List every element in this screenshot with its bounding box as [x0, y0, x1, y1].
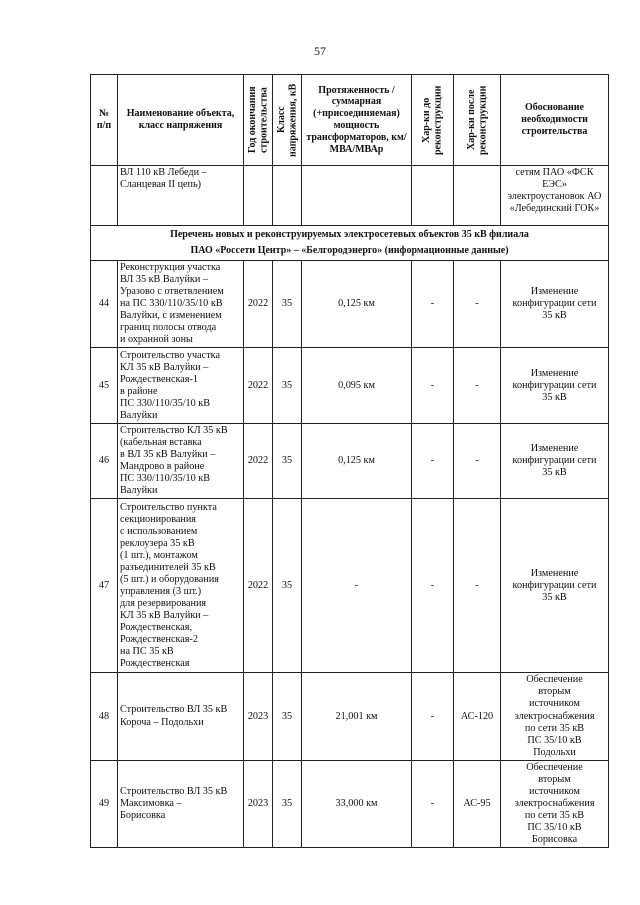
- cell-reason: Изменение конфигурации сети 35 кВ: [501, 499, 609, 673]
- cell-name: Строительство пункта секционирования с использованием реклоузера 35 кВ (1 шт.), монтажом разъединителей 35 кВ (5 шт.) и оборудования управления (3 шт.) для резервирования КЛ 35 кВ Валуйки – Рождественская, Рождественская-2 на ПС 35 кВ Рождественская: [118, 499, 244, 673]
- cell-year: 2022: [244, 261, 273, 348]
- cell-after: АС-120: [454, 673, 501, 760]
- cell-year: 2022: [244, 499, 273, 673]
- cell-length: 0,095 км: [302, 348, 412, 424]
- objects-table: [90, 74, 609, 848]
- header-length: Протяженность / суммарная (+присоединяемая) мощность трансформаторов, км/МВА/МВАр: [302, 75, 412, 166]
- header-voltage: Класс напряжения, кВ: [273, 75, 302, 166]
- table-row: [91, 499, 609, 673]
- cell-name: Строительство КЛ 35 кВ (кабельная вставка в ВЛ 35 кВ Валуйки – Мандрово в районе ПС 330/110/35/10 кВ Валуйки: [118, 424, 244, 499]
- page-number: 57: [314, 44, 326, 58]
- cell-num: 47: [91, 499, 118, 673]
- cell-length: [302, 166, 412, 226]
- cell-before: -: [412, 673, 454, 760]
- cell-reason: сетям ПАО «ФСК ЕЭС» электроустановок АО «Лебединский ГОК»: [501, 166, 609, 226]
- cell-num: 45: [91, 348, 118, 424]
- cell-voltage: [273, 166, 302, 226]
- cell-before: -: [412, 424, 454, 499]
- cell-name: Реконструкция участка ВЛ 35 кВ Валуйки – Уразово с ответвлением на ПС 330/110/35/10 кВ Валуйки, с изменением границ полосы отвода и охранной зоны: [118, 261, 244, 348]
- cell-num: 46: [91, 424, 118, 499]
- table-row: [91, 261, 609, 348]
- cell-year: 2023: [244, 673, 273, 760]
- cell-num: 48: [91, 673, 118, 760]
- cell-reason: Изменение конфигурации сети 35 кВ: [501, 261, 609, 348]
- section-title-row: [91, 226, 609, 261]
- cell-name: Строительство участка КЛ 35 кВ Валуйки – Рождественская-1 в районе ПС 330/110/35/10 кВ Валуйки: [118, 348, 244, 424]
- cell-length: 0,125 км: [302, 261, 412, 348]
- cell-after: -: [454, 499, 501, 673]
- cell-after: [454, 166, 501, 226]
- table-row: [91, 673, 609, 760]
- cell-after: -: [454, 261, 501, 348]
- cell-num: [91, 166, 118, 226]
- cell-before: [412, 166, 454, 226]
- cell-voltage: 35: [273, 499, 302, 673]
- cell-length: -: [302, 499, 412, 673]
- header-after: Хар-ки после реконструкции: [454, 75, 501, 166]
- cell-reason: Изменение конфигурации сети 35 кВ: [501, 424, 609, 499]
- cell-year: 2023: [244, 760, 273, 847]
- cell-length: 21,001 км: [302, 673, 412, 760]
- cell-name: Строительство ВЛ 35 кВ Максимовка – Борисовка: [118, 760, 244, 847]
- cell-voltage: 35: [273, 673, 302, 760]
- cell-name: ВЛ 110 кВ Лебеди – Сланцевая II цепь): [118, 166, 244, 226]
- header-num: № п/п: [91, 75, 118, 166]
- cell-voltage: 35: [273, 261, 302, 348]
- cell-length: 33,000 км: [302, 760, 412, 847]
- cell-after: -: [454, 424, 501, 499]
- cell-year: [244, 166, 273, 226]
- cell-reason: Изменение конфигурации сети 35 кВ: [501, 348, 609, 424]
- section-title-line-1: Перечень новых и реконструируемых электросетевых объектов 35 кВ филиала: [170, 229, 529, 240]
- cell-length: 0,125 км: [302, 424, 412, 499]
- cell-voltage: 35: [273, 348, 302, 424]
- table-row: [91, 424, 609, 499]
- cell-reason: Обеспечение вторым источником электроснабжения по сети 35 кВ ПС 35/10 кВ Подольхи: [501, 673, 609, 760]
- table-row: [91, 348, 609, 424]
- header-year: Год окончания строительства: [244, 75, 273, 166]
- cell-reason: Обеспечение вторым источником электроснабжения по сети 35 кВ ПС 35/10 кВ Борисовка: [501, 760, 609, 847]
- cell-name: Строительство ВЛ 35 кВ Короча – Подольхи: [118, 673, 244, 760]
- cell-num: 49: [91, 760, 118, 847]
- header-name: Наименование объекта, класс напряжения: [118, 75, 244, 166]
- cell-num: 44: [91, 261, 118, 348]
- table-row: [91, 760, 609, 847]
- cell-after: -: [454, 348, 501, 424]
- section-title-line-2: ПАО «Россети Центр» – «Белгородэнерго» (информационные данные): [190, 245, 509, 256]
- cell-before: -: [412, 261, 454, 348]
- continuation-row: [91, 166, 609, 226]
- header-before: Хар-ки до реконструкции: [412, 75, 454, 166]
- header-reason: Обоснование необходимости строительства: [501, 75, 609, 166]
- section-title: [91, 226, 609, 261]
- cell-year: 2022: [244, 424, 273, 499]
- cell-before: -: [412, 760, 454, 847]
- cell-before: -: [412, 348, 454, 424]
- cell-before: -: [412, 499, 454, 673]
- cell-year: 2022: [244, 348, 273, 424]
- cell-after: АС-95: [454, 760, 501, 847]
- cell-voltage: 35: [273, 760, 302, 847]
- table-header-row: [91, 75, 609, 166]
- cell-voltage: 35: [273, 424, 302, 499]
